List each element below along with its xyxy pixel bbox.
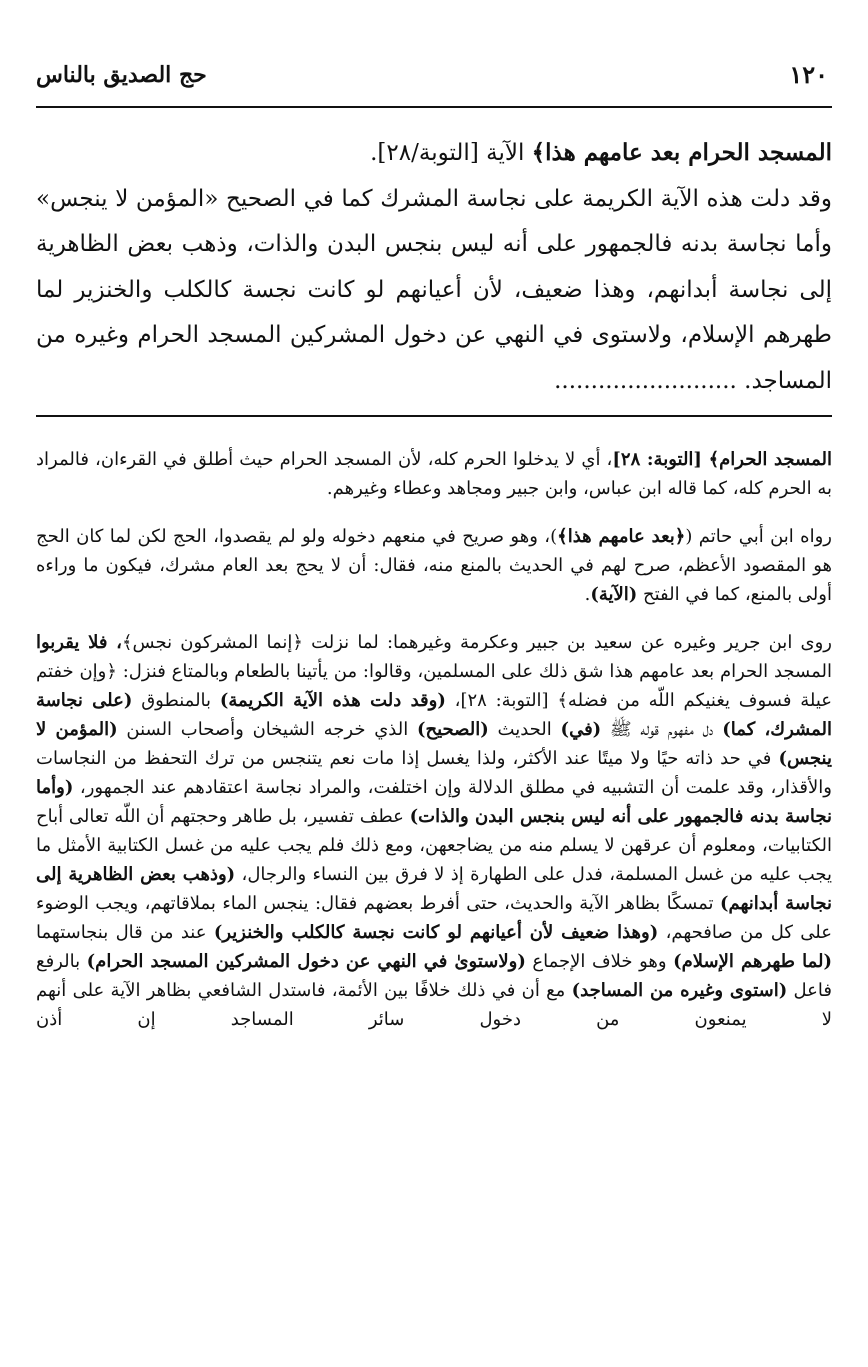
commentary-text: وهو خلاف الإجماع — [525, 951, 674, 972]
matn-bold-phrase: المسجد الحرام بعد عامهم هذا﴾ — [531, 139, 832, 166]
page-header — [36, 58, 832, 92]
commentary-text: في حد ذاته حيًا ولا ميتًا عند الأكثر، ولذا يغسل إذا مات نعم يتنجس من ترك التحفظ من النجاسات والأقذار، وقد علمت أن التشبيه في مطلق الدلالة وإن اختلفت، والمراد نجاسة اعتقادهم عند الجمهور، — [36, 748, 832, 798]
commentary — [36, 445, 832, 1034]
commentary-text: الحديث — [488, 719, 561, 740]
commentary-bold: (وهذا ضعيف لأن أعيانهم لو كانت نجسة كالكلب والخنزير) — [213, 922, 659, 943]
commentary-bold: (على نجاسة المشرك، كما) — [36, 690, 832, 740]
commentary-text: مع أن في ذلك خلافًا بين الأئمة، فاستدل الشافعي بظاهر الآية على أنهم لا يمنعون من دخول سائر المساجد إن أذن — [36, 980, 832, 1030]
commentary-text: روى ابن جرير وغيره عن سعيد بن جبير وعكرمة وغيرهما: لما نزلت ﴿إنما المشركون نجس﴾ — [121, 632, 832, 653]
page-number: ١٢٠ — [789, 60, 828, 89]
commentary-text: بالرفع فاعل — [36, 951, 833, 1001]
running-title: حج الصديق بالناس — [36, 62, 207, 88]
commentary-paragraph-1 — [36, 445, 832, 503]
commentary-bold: (المؤمن لا ينجس) — [36, 719, 832, 769]
commentary-bold: المسجد الحرام﴾ [التوبة: ٢٨] — [612, 449, 832, 470]
commentary-text: عند من قال بنجاستهما — [36, 922, 214, 943]
commentary-text: بالمنطوق — [132, 690, 220, 711]
matn-line-1 — [36, 130, 832, 177]
commentary-bold: (وذهب بعض الظاهرية إلى نجاسة أبدانهم) — [36, 864, 833, 914]
book-page — [36, 0, 832, 1367]
commentary-text: دل مفهوم قوله ﷺ — [601, 719, 723, 740]
matn-paragraph: وقد دلت هذه الآية الكريمة على نجاسة المشرك كما في الصحيح «المؤمن لا ينجس» وأما نجاسة بدنه فالجمهور على أنه ليس بنجس البدن والذات، وذهب بعض الظاهرية إلى نجاسة أبدانهم، وهذا ضعيف، لأن أعيانهم لو كانت نجسة كالكلب والخنزير لما طهرهم الإسلام، ولاستوى في النهي عن دخول المشركين المسجد الحرام وغيره من المساجد. ......................... — [36, 185, 832, 394]
commentary-paragraph-3 — [36, 628, 832, 1034]
commentary-text: المسجد الحرام بعد عامهم هذا شق ذلك على المسلمين، وقالوا: من يأتينا بالطعام وبالمتاع فنزل: ﴿وإن خفتم عيلة فسوف يغنيكم اللّه من فضله﴾ [التوبة: ٢٨]، — [36, 661, 832, 711]
commentary-bold: (الآية) — [590, 584, 638, 605]
commentary-text: تمسكًا بظاهر الآية والحديث، حتى أفرط بعضهم فقال: ينجس الماء بملاقاتهم، ويجب الوضوء على كل من صافحهم، — [36, 893, 832, 943]
commentary-bold: (وقد دلت هذه الآية الكريمة) — [219, 690, 446, 711]
commentary-bold: ، فلا يقربوا — [36, 632, 122, 653]
matn-verse-ref: الآية [التوبة/٢٨]. — [370, 140, 532, 166]
commentary-text: ، أي لا يدخلوا الحرم كله، لأن المسجد الحرام حيث أطلق في القرءان، فالمراد به الحرم كله، كما قاله ابن عباس، وابن جبير ومجاهد وعطاء وغيرهم. — [36, 449, 832, 499]
commentary-bold: (ولاستوىٰ في النهي عن دخول المشركين المسجد الحرام) — [86, 951, 526, 972]
commentary-text: . — [584, 584, 591, 605]
commentary-text: عطف تفسير، بل طاهر وحجتهم أن اللّه تعالى أباح الكتابيات، ومعلوم أن عرقهن لا يسلم منه من يضاجعهن، ومع ذلك فلم يجب عليه من غسل الكتابية الأمثل ما يجب عليه من غسل المسلمة، فدل على الطهارة إذ لا فرق بين النساء والرجال، — [36, 806, 832, 885]
main-text — [36, 130, 832, 404]
commentary-bold: ﴿بعد عامهم هذا﴾ — [557, 526, 686, 547]
commentary-bold: (لما طهرهم الإسلام) — [673, 951, 833, 972]
commentary-bold: (الصحيح) — [416, 719, 489, 740]
commentary-text: )، وهو صريح في منعهم دخوله ولو لم يقصدوا، الحج لكن لما كان الحج هو المقصود الأعظم، صرح لهم في الحديث بالمنع منه، فقال: أن لا يحج بعد العام مشرك، فيكون ما وراءه أولى بالمنع، كما في الفتح — [36, 526, 832, 605]
commentary-bold: (استوى وغيره من المساجد) — [571, 980, 788, 1001]
footnote-separator — [36, 415, 832, 417]
commentary-paragraph-2 — [36, 522, 832, 609]
commentary-text: رواه ابن أبي حاتم ( — [685, 526, 832, 547]
header-rule — [36, 106, 832, 108]
commentary-bold: (في) — [560, 719, 602, 740]
commentary-text: الذي خرجه الشيخان وأصحاب السنن — [117, 719, 417, 740]
commentary-bold: (وأما نجاسة بدنه فالجمهور على أنه ليس بنجس البدن والذات) — [36, 777, 832, 827]
